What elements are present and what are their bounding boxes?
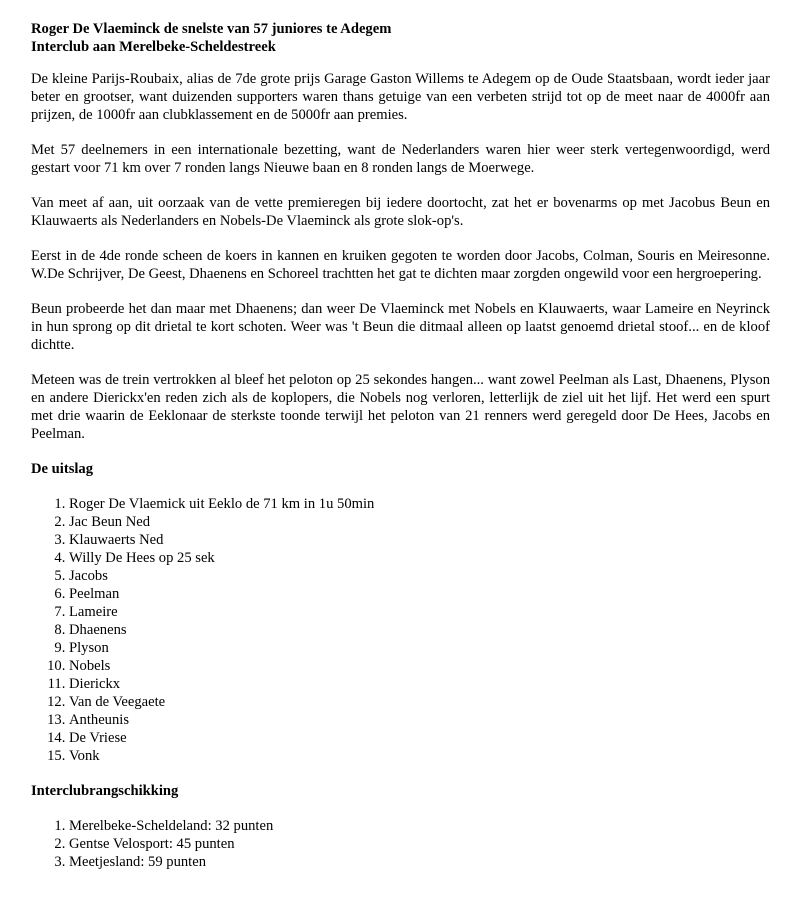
list-item: 11. Dierickx <box>69 675 770 693</box>
list-item: 9. Plyson <box>69 639 770 657</box>
paragraph-6: Meteen was de trein vertrokken al bleef het peloton op 25 sekondes hangen... want zowel Peelman als Last, Dhaenens, Plyson en andere Dierickx'en reden zich als de koplopers, die Nobels nog verloren, letterlijk de ziel uit het lijf. Het werd een spurt met drie waarin de Eeklonaar de sterkste toonde terwijl het peloton van 21 renners werd geregeld door De Hees, Jacobs en Peelman. <box>31 372 770 442</box>
article-title <box>31 20 770 56</box>
paragraph-2: Met 57 deelnemers in een internationale bezetting, want de Nederlanders waren hier weer sterk vertegenwoordigd, werd gestart voor 71 km over 7 ronden langs Nieuwe baan en 8 ronden langs de Moerwege. <box>31 142 770 176</box>
list-item: 2. Gentse Velosport: 45 punten <box>69 835 770 853</box>
paragraph-4: Eerst in de 4de ronde scheen de koers in kannen en kruiken gegoten te worden door Jacobs, Colman, Souris en Meiresonne. W.De Schrijver, De Geest, Dhaenens en Schoreel trachtten het gat te dichten maar zorgden ongewild voor een hergroepering. <box>31 248 770 282</box>
title-line-1: Roger De Vlaeminck de snelste van 57 juniores te Adegem <box>31 21 392 37</box>
list-item: 13. Antheunis <box>69 711 770 729</box>
list-item: 7. Lameire <box>69 603 770 621</box>
list-item: 10. Nobels <box>69 657 770 675</box>
list-item: 1. Roger De Vlaemick uit Eeklo de 71 km in 1u 50min <box>69 495 770 513</box>
results-list <box>31 495 770 765</box>
list-item: 12. Van de Veegaete <box>69 693 770 711</box>
paragraph-5: Beun probeerde het dan maar met Dhaenens; dan weer De Vlaeminck met Nobels en Klauwaerts, waar Lameire en Neyrinck in hun sprong op dit drietal te kort schoten. Weer was 't Beun die ditmaal alleen op laatst genoemd drietal stoof... en de kloof dichtte. <box>31 301 770 353</box>
list-item: 6. Peelman <box>69 585 770 603</box>
list-item: 3. Klauwaerts Ned <box>69 531 770 549</box>
paragraph-1: De kleine Parijs-Roubaix, alias de 7de grote prijs Garage Gaston Willems te Adegem op de Oude Staatsbaan, wordt ieder jaar beter en grootser, want duizenden supporters waren thans getuige van een verbeten strijd tot op de meet naar de 4000fr aan prijzen, de 1000fr aan clubklassement en de 5000fr aan premies. <box>31 71 770 123</box>
results-heading: De uitslag <box>31 461 94 477</box>
interclub-heading: Interclubrangschikking <box>31 783 179 799</box>
interclub-list <box>31 817 770 871</box>
list-item: 5. Jacobs <box>69 567 770 585</box>
list-item: 15. Vonk <box>69 747 770 765</box>
list-item: 3. Meetjesland: 59 punten <box>69 853 770 871</box>
list-item: 8. Dhaenens <box>69 621 770 639</box>
paragraph-3: Van meet af aan, uit oorzaak van de vette premieregen bij iedere doortocht, zat het er bovenarms op met Jacobus Beun en Klauwaerts als Nederlanders en Nobels-De Vlaeminck als grote slok-op's. <box>31 195 770 229</box>
title-line-2: Interclub aan Merelbeke-Scheldestreek <box>31 39 276 55</box>
list-item: 14. De Vriese <box>69 729 770 747</box>
list-item: 2. Jac Beun Ned <box>69 513 770 531</box>
list-item: 1. Merelbeke-Scheldeland: 32 punten <box>69 817 770 835</box>
list-item: 4. Willy De Hees op 25 sek <box>69 549 770 567</box>
